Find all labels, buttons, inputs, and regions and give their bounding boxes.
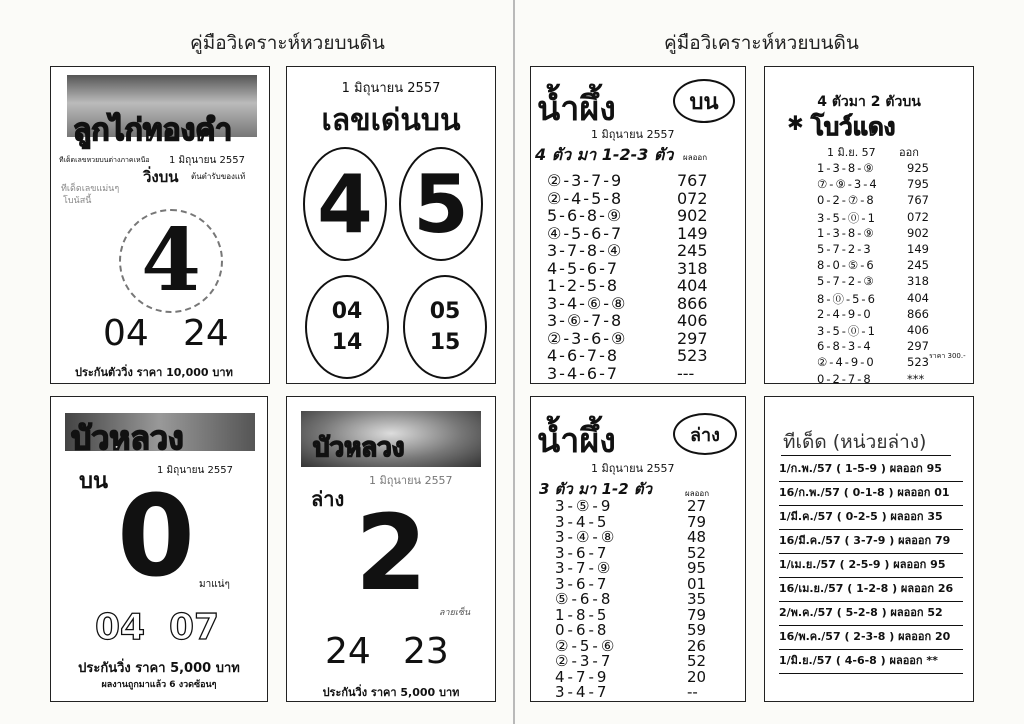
combo-cell: 0-2-7-8	[817, 371, 873, 384]
card2-pair1-a: 04	[331, 299, 363, 324]
result-cell: 20	[687, 667, 707, 686]
result-cell: 79	[687, 605, 707, 624]
result-cell: 795	[907, 177, 929, 192]
combo-cell: ⑦-⑨-3-4	[817, 177, 879, 192]
card5-num-2: 07	[169, 607, 220, 648]
result-cell: --	[687, 683, 698, 701]
combo-cell: 5-6-8-⑨	[547, 206, 624, 225]
result-cell: 297	[907, 339, 929, 354]
history-row: 1/มิ.ย./57 ( 4-6-8 ) ผลออก **	[779, 651, 963, 674]
card1-footer: ประกันตัววิ่ง ราคา 10,000 บาท	[75, 366, 233, 379]
card2-pair2-a: 05	[429, 299, 461, 324]
result-cell: 01	[687, 574, 707, 593]
pair-circle	[305, 275, 389, 379]
card4-price: ราคา 300.-	[929, 352, 966, 360]
result-cell: 79	[687, 512, 707, 531]
result-cell: 767	[677, 171, 708, 190]
result-cell: 27	[687, 497, 707, 515]
badge-oval	[673, 79, 735, 123]
result-cell: 902	[907, 225, 929, 240]
combo-cell: ②-3-6-⑨	[547, 328, 628, 348]
combo-cell: 3-④-⑧	[555, 528, 618, 546]
result-cell: 318	[907, 274, 929, 289]
card5-date: 1 มิถุนายน 2557	[157, 465, 233, 476]
card3-col-label: ผลออก	[683, 153, 708, 162]
result-cell: 404	[677, 276, 708, 295]
big-number-circle	[303, 147, 387, 261]
card-namphueng-lang	[530, 396, 746, 702]
card1-faint-2: โบนัสนี้	[63, 196, 92, 206]
card3-brand: น้ำผึ้ง	[537, 89, 616, 129]
combo-cell: 3-⑤-9	[555, 497, 614, 515]
combo-cell: 3-4-6-7	[547, 363, 620, 383]
card5-note: มาแน่ๆ	[199, 579, 230, 590]
combo-cell: ②-4-5-8	[547, 188, 624, 208]
result-cell: 26	[687, 636, 707, 655]
combo-cell: 3-4-5	[555, 512, 610, 531]
page-header-right: คู่มือวิเคราะห์หวยบนดิน	[664, 32, 859, 54]
card1-faint-1: ทีเด็ดเลขแม่นๆ	[61, 184, 120, 194]
history-row: 16/มี.ค./57 ( 3-7-9 ) ผลออก 79	[779, 531, 963, 554]
card6-num-1: 24	[325, 631, 371, 672]
result-cell: ---	[677, 363, 695, 383]
combo-cell: ②-4-9-0	[817, 355, 876, 370]
card5-num-1: 04	[95, 607, 146, 648]
card-buaLuang-bon	[50, 396, 268, 702]
card5-footer-2: ผลงานถูกมาแล้ว 6 งวดซ้อนๆ	[101, 680, 217, 690]
combo-cell: 1-3-8-⑨	[817, 161, 876, 175]
combo-cell: 3-⑥-7-8	[547, 311, 624, 330]
result-cell: 149	[907, 242, 929, 256]
history-row: 16/เม.ย./57 ( 1-2-8 ) ผลออก 26	[779, 579, 963, 602]
card2-pair2-b: 15	[429, 330, 461, 355]
result-cell: 767	[907, 193, 929, 208]
card1-run-label: วิ่งบน	[143, 168, 179, 186]
combo-cell: 3-4-7	[555, 683, 610, 701]
card2-date: 1 มิถุนายน 2557	[341, 81, 441, 96]
card1-num-2: 24	[183, 313, 229, 354]
result-cell: 52	[687, 652, 707, 670]
card4-col-label: ออก	[899, 146, 919, 159]
page-header-left: คู่มือวิเคราะห์หวยบนดิน	[190, 32, 385, 54]
card7-subtitle: 3 ตัว มา 1-2 ตัว	[539, 480, 653, 498]
combo-cell: 5-7-2-③	[817, 274, 876, 289]
card6-lower: ล่าง	[311, 487, 345, 511]
result-cell: 072	[677, 188, 708, 208]
card-lek-den	[286, 66, 496, 384]
card4-date: 1 มิ.ย. 57	[827, 146, 876, 159]
card-namphueng-bon	[530, 66, 746, 384]
card5-upper: บน	[79, 469, 109, 494]
result-cell: 297	[677, 328, 708, 348]
pair-circle	[403, 275, 487, 379]
card-teeded	[764, 396, 974, 702]
result-cell: 523	[677, 346, 708, 365]
big-number-circle	[119, 209, 223, 313]
result-cell: 406	[677, 311, 708, 330]
card7-col-label: ผลออก	[685, 489, 710, 498]
card6-logo: บัวหลวง	[313, 433, 405, 463]
card6-big-number: 2	[355, 492, 428, 614]
combo-cell: 3-4-⑥-⑧	[547, 293, 628, 313]
combo-cell: 3-5-⓪-1	[817, 324, 877, 338]
combo-cell: 0-6-8	[555, 621, 610, 639]
combo-cell: 4-6-7-8	[547, 346, 620, 365]
card1-tagline: ต้นตำรับของแท้	[191, 172, 246, 181]
combo-cell: 8-0-⑤-6	[817, 258, 876, 273]
card2-big-2: 5	[413, 157, 469, 251]
combo-cell: ⑤-6-8	[555, 590, 614, 608]
combo-cell: 1-2-5-8	[547, 276, 620, 295]
result-cell: 318	[677, 258, 708, 278]
card2-big-1: 4	[317, 157, 373, 251]
card3-badge: บน	[689, 89, 719, 115]
combo-cell: 2-4-9-0	[817, 306, 873, 321]
card7-date: 1 มิถุนายน 2557	[591, 462, 675, 475]
star-icon: ✱	[787, 111, 804, 135]
card1-date: 1 มิถุนายน 2557	[169, 155, 245, 166]
combo-cell: 6-8-3-4	[817, 339, 873, 354]
card-lookkai	[50, 66, 270, 384]
combo-cell: 5-7-2-3	[817, 242, 873, 256]
result-cell: 523	[907, 355, 929, 370]
result-cell: 35	[687, 590, 707, 608]
combo-cell: 3-7-⑨	[555, 559, 614, 577]
card7-badge: ล่าง	[690, 424, 720, 446]
card1-num-1: 04	[103, 313, 149, 354]
history-row: 16/ก.พ./57 ( 0-1-8 ) ผลออก 01	[779, 483, 963, 506]
result-cell: 866	[677, 293, 708, 313]
combo-cell: ④-5-6-7	[547, 223, 624, 243]
result-cell: 48	[687, 528, 707, 546]
card-bowdaeng	[764, 66, 974, 384]
card6-date: 1 มิถุนายน 2557	[369, 474, 453, 487]
result-cell: 149	[677, 223, 708, 243]
big-number-circle	[399, 147, 483, 261]
combo-cell: 3-6-7	[555, 543, 610, 562]
card7-brand: น้ำผึ้ง	[537, 421, 616, 461]
history-row: 1/มี.ค./57 ( 0-2-5 ) ผลออก 35	[779, 507, 963, 530]
result-cell: 59	[687, 621, 707, 639]
result-cell: 902	[677, 206, 708, 225]
combo-cell: 4-5-6-7	[547, 258, 620, 278]
card1-big-number: 4	[141, 210, 201, 311]
result-cell: 072	[907, 209, 929, 224]
combo-cell: 3-7-8-④	[547, 241, 624, 260]
result-cell: 245	[677, 241, 708, 260]
title-underline	[781, 455, 951, 456]
result-cell: 52	[687, 543, 707, 562]
card6-num-2: 23	[403, 631, 449, 672]
combo-cell: 4-7-9	[555, 667, 610, 686]
history-row: 16/พ.ค./57 ( 2-3-8 ) ผลออก 20	[779, 627, 963, 650]
card1-small-text: ทีเด็ดเลขหวยบนต่างภาคเหนือ	[59, 156, 150, 164]
card8-title: ทีเด็ด (หน่วยล่าง)	[783, 431, 927, 453]
result-cell: 95	[687, 559, 707, 577]
card4-brand: โบว์แดง	[811, 113, 896, 141]
combo-cell: 1-3-8-⑨	[817, 225, 876, 240]
card3-subtitle: 4 ตัว มา 1-2-3 ตัว	[535, 145, 674, 164]
card6-footer: ประกันวิ่ง ราคา 5,000 บาท	[322, 686, 460, 699]
result-cell: 925	[907, 161, 929, 175]
result-cell: 404	[907, 290, 929, 305]
history-row: 1/เม.ย./57 ( 2-5-9 ) ผลออก 95	[779, 555, 963, 578]
history-row: 2/พ.ค./57 ( 5-2-8 ) ผลออก 52	[779, 603, 963, 626]
card5-logo: บัวหลวง	[71, 419, 184, 457]
card6-signature: ลายเซ็น	[439, 608, 471, 618]
card2-title: เลขเด่นบน	[321, 103, 461, 138]
card-buaLuang-lang	[286, 396, 496, 702]
card5-footer-1: ประกันวิ่ง ราคา 5,000 บาท	[78, 661, 240, 676]
history-row: 1/ก.พ./57 ( 1-5-9 ) ผลออก 95	[779, 459, 963, 482]
combo-cell: 3-6-7	[555, 574, 610, 593]
result-cell: 406	[907, 323, 929, 337]
result-cell: 245	[907, 258, 929, 273]
result-cell: 866	[907, 306, 929, 321]
page-fold	[513, 0, 515, 724]
card2-pair1-b: 14	[331, 330, 363, 355]
result-cell: ***	[907, 371, 925, 384]
combo-cell: ②-3-7	[555, 652, 614, 670]
combo-cell: ②-5-⑥	[555, 636, 618, 655]
combo-cell: 3-5-⓪-1	[817, 210, 877, 225]
card3-date: 1 มิถุนายน 2557	[591, 128, 675, 141]
badge-oval	[673, 413, 737, 455]
combo-cell: 1-8-5	[555, 605, 610, 624]
combo-cell: 8-⓪-5-6	[817, 291, 877, 306]
combo-cell: ②-3-7-9	[547, 171, 624, 190]
card1-logo: ลูกไก่ทองคำ	[73, 113, 233, 148]
combo-cell: 0-2-⑦-8	[817, 193, 876, 208]
card4-title: 4 ตัวมา 2 ตัวบน	[817, 94, 921, 110]
card5-big-number: 0	[117, 472, 195, 602]
